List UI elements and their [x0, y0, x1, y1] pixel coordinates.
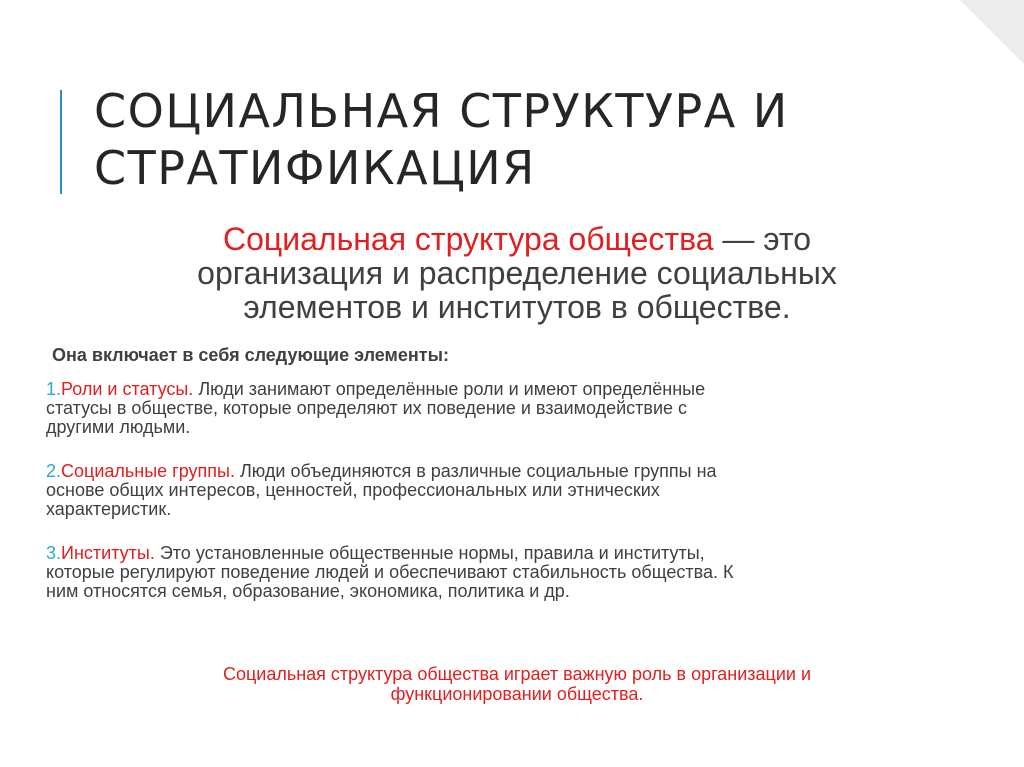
elements-list: [36, 380, 956, 626]
list-intro: Она включает в себя следующие элементы:: [52, 345, 449, 365]
list-item-text: Люди занимают определённые роли и имеют определённые: [193, 379, 706, 399]
definition-line-2: организация и распределение социальных: [197, 255, 837, 291]
definition-line-3: элементов и институтов в обществе.: [243, 289, 791, 325]
list-item-number: 2.: [46, 461, 62, 481]
slide-title-line-2: СТРАТИФИКАЦИЯ: [94, 141, 536, 195]
list-item-text: Люди объединяются в различные социальные группы на: [234, 461, 717, 481]
list-item-line: [46, 380, 956, 399]
list-item-social-groups: [36, 462, 956, 519]
list-item-term: Институты.: [61, 543, 155, 563]
list-item-line: другими людьми.: [46, 417, 191, 437]
conclusion-line-1: Социальная структура общества играет важную роль в организации и: [222, 664, 812, 684]
list-item-term: Социальные группы.: [61, 461, 235, 481]
definition-term: Социальная структура общества: [222, 221, 714, 257]
list-item-roles: [36, 380, 956, 437]
list-item-number: 1.: [46, 379, 62, 399]
list-item-line: [46, 462, 956, 481]
list-item-institutions: [36, 544, 956, 601]
definition-rest-line-1: — это: [713, 221, 811, 257]
list-item-line: которые регулируют поведение людей и обеспечивают стабильность общества. К: [46, 562, 734, 582]
list-item-term: Роли и статусы.: [61, 379, 194, 399]
list-item-number: 3.: [46, 543, 62, 563]
slide-title: [94, 83, 954, 197]
list-item-text: Это установленные общественные нормы, правила и институты,: [154, 543, 705, 563]
title-accent-bar: [60, 90, 62, 194]
list-item-line: основе общих интересов, ценностей, профессиональных или этнических: [46, 480, 660, 500]
definition-paragraph: [100, 222, 934, 324]
corner-decoration: [960, 0, 1024, 64]
conclusion-line-2: функционировании общества.: [390, 684, 644, 704]
conclusion-text: [60, 664, 974, 704]
list-item-line: характеристик.: [46, 499, 172, 519]
list-item-line: ним относятся семья, образование, экономика, политика и др.: [46, 581, 570, 601]
slide-title-line-1: СОЦИАЛЬНАЯ СТРУКТУРА И: [94, 84, 789, 138]
list-item-line: статусы в обществе, которые определяют их поведение и взаимодействие с: [46, 398, 688, 418]
list-item-line: [46, 544, 956, 563]
